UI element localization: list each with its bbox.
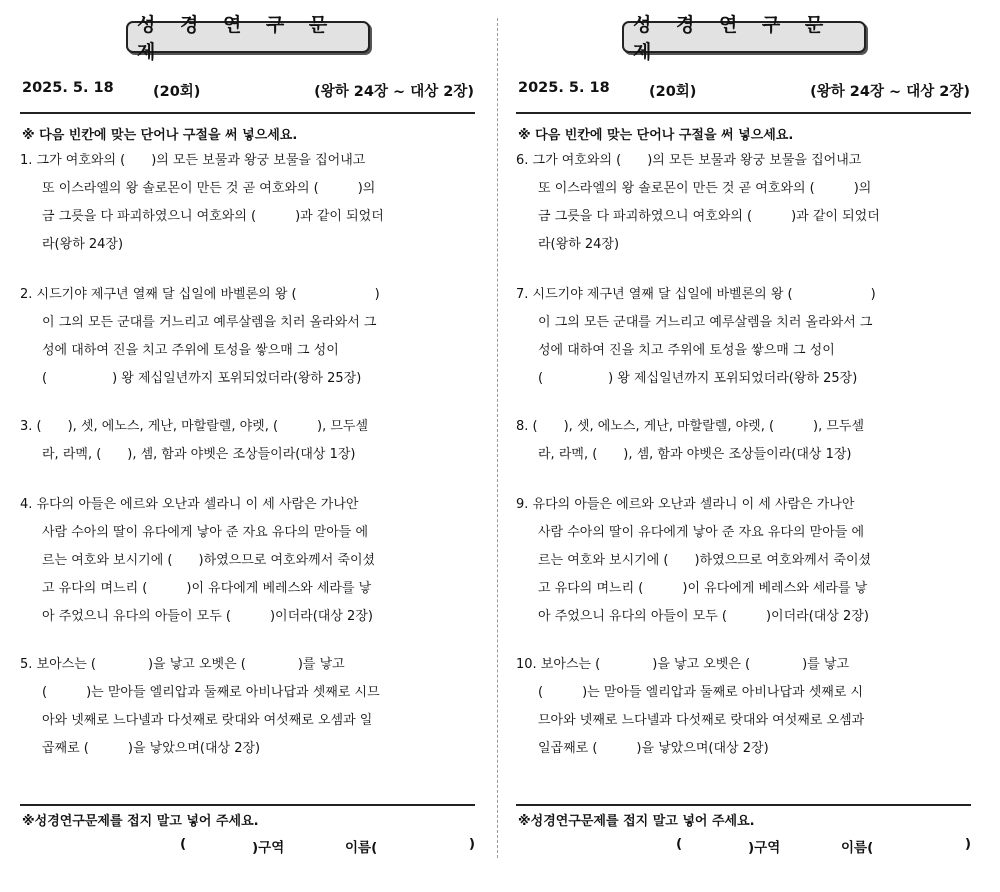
column-divider <box>497 18 498 858</box>
right-column <box>516 0 976 892</box>
question-3 <box>516 413 971 469</box>
question-line: 7. 시드기야 제구년 열째 달 십일에 바벨론의 왕 ( ) <box>516 287 876 302</box>
question-2 <box>516 281 971 393</box>
question-line: 아와 넷째로 느다넬과 다섯째로 랏대와 여섯째로 오셈과 일 <box>42 713 373 728</box>
scripture-range: (왕하 24장 ~ 대상 2장) <box>314 84 474 100</box>
question-4 <box>20 491 475 631</box>
page-title: 성 경 연 구 문 제 <box>126 21 370 53</box>
question-3 <box>20 413 475 469</box>
question-line: 또 이스라엘의 왕 솔로몬이 만든 것 곧 여호와의 ( )의 <box>538 181 872 196</box>
header-row <box>22 80 474 100</box>
page-title: 성 경 연 구 문 제 <box>622 21 866 53</box>
question-line: 금 그릇을 다 파괴하였으니 여호와의 ( )과 같이 되었더 <box>42 209 384 224</box>
question-line: 라, 라멕, ( ), 셈, 함과 야벳은 조상들이라(대상 1장) <box>538 447 852 462</box>
area-open-paren: ( <box>180 836 187 852</box>
question-2 <box>20 281 475 393</box>
question-5 <box>516 651 971 763</box>
footer-rule <box>20 804 475 806</box>
question-line: 5. 보아스는 ( )을 낳고 오벳은 ( )를 낳고 <box>20 657 345 672</box>
instruction: ※ 다음 빈칸에 맞는 단어나 구절을 써 넣으세요. <box>518 128 794 143</box>
question-line: 사람 수아의 딸이 유다에게 낳아 준 자요 유다의 맏아들 에 <box>42 525 369 540</box>
date: 2025. 5. 18 <box>518 80 610 96</box>
name-close-paren: ) <box>964 836 971 852</box>
name-field-label[interactable]: 이름( <box>345 840 378 856</box>
question-line: 사람 수아의 딸이 유다에게 낳아 준 자요 유다의 맏아들 에 <box>538 525 865 540</box>
question-line: 일곱째로 ( )을 낳았으며(대상 2장) <box>538 741 769 756</box>
footer-fields <box>676 836 971 856</box>
question-line: 또 이스라엘의 왕 솔로몬이 만든 것 곧 여호와의 ( )의 <box>42 181 376 196</box>
question-line: 라(왕하 24장) <box>538 237 620 252</box>
scripture-range: (왕하 24장 ~ 대상 2장) <box>810 84 970 100</box>
question-line: 1. 그가 여호와의 ( )의 모든 보물과 왕궁 보물을 집어내고 <box>20 153 366 168</box>
question-line: 아 주었으니 유다의 아들이 모두 ( )이더라(대상 2장) <box>538 609 869 624</box>
question-line: 이 그의 모든 군대를 거느리고 예루살렘을 치러 올라와서 그 <box>42 315 377 330</box>
area-field-label[interactable]: )구역 <box>252 840 285 856</box>
name-close-paren: ) <box>468 836 475 852</box>
question-line: 므아와 넷째로 느다넬과 다섯째로 랏대와 여섯째로 오셈과 <box>538 713 865 728</box>
question-1 <box>20 147 475 259</box>
area-open-paren: ( <box>676 836 683 852</box>
question-line: 라(왕하 24장) <box>42 237 124 252</box>
question-line: ( ) 왕 제십일년까지 포위되었더라(왕하 25장) <box>42 371 362 386</box>
question-line: 라, 라멕, ( ), 셈, 함과 야벳은 조상들이라(대상 1장) <box>42 447 356 462</box>
footer-note: ※성경연구문제를 접지 말고 넣어 주세요. <box>22 814 259 829</box>
name-field-label[interactable]: 이름( <box>841 840 874 856</box>
question-line: 르는 여호와 보시기에 ( )하였으므로 여호와께서 죽이셨 <box>538 553 872 568</box>
question-1 <box>516 147 971 259</box>
footer-fields <box>180 836 475 856</box>
question-line: 2. 시드기야 제구년 열째 달 십일에 바벨론의 왕 ( ) <box>20 287 380 302</box>
question-line: 고 유다의 며느리 ( )이 유다에게 베레스와 세라를 낳 <box>538 581 868 596</box>
header-row <box>518 80 970 100</box>
question-4 <box>516 491 971 631</box>
question-line: 이 그의 모든 군대를 거느리고 예루살렘을 치러 올라와서 그 <box>538 315 873 330</box>
area-field-label[interactable]: )구역 <box>748 840 781 856</box>
header-rule <box>516 112 971 114</box>
footer-rule <box>516 804 971 806</box>
question-line: 10. 보아스는 ( )을 낳고 오벳은 ( )를 낳고 <box>516 657 850 672</box>
header-rule <box>20 112 475 114</box>
date: 2025. 5. 18 <box>22 80 114 96</box>
question-line: ( ) 왕 제십일년까지 포위되었더라(왕하 25장) <box>538 371 858 386</box>
question-line: 금 그릇을 다 파괴하였으니 여호와의 ( )과 같이 되었더 <box>538 209 880 224</box>
question-line: 르는 여호와 보시기에 ( )하였으므로 여호와께서 죽이셨 <box>42 553 376 568</box>
footer-note: ※성경연구문제를 접지 말고 넣어 주세요. <box>518 814 755 829</box>
question-line: 8. ( ), 셋, 에노스, 게난, 마할랄렐, 야렛, ( ), 므두셀 <box>516 419 865 434</box>
question-line: 3. ( ), 셋, 에노스, 게난, 마할랄렐, 야렛, ( ), 므두셀 <box>20 419 369 434</box>
question-line: 9. 유다의 아들은 에르와 오난과 셀라니 이 세 사람은 가나안 <box>516 497 855 512</box>
question-line: 성에 대하여 진을 치고 주위에 토성을 쌓으매 그 성이 <box>538 343 835 358</box>
round-number: (20회) <box>649 84 697 100</box>
question-line: 곱째로 ( )을 낳았으며(대상 2장) <box>42 741 261 756</box>
question-line: ( )는 맏아들 엘리압과 둘째로 아비나답과 셋째로 시므 <box>42 685 380 700</box>
question-line: 고 유다의 며느리 ( )이 유다에게 베레스와 세라를 낳 <box>42 581 372 596</box>
left-column <box>20 0 480 892</box>
question-line: ( )는 맏아들 엘리압과 둘째로 아비나답과 셋째로 시 <box>538 685 864 700</box>
question-line: 4. 유다의 아들은 에르와 오난과 셀라니 이 세 사람은 가나안 <box>20 497 359 512</box>
round-number: (20회) <box>153 84 201 100</box>
question-5 <box>20 651 475 763</box>
question-line: 6. 그가 여호와의 ( )의 모든 보물과 왕궁 보물을 집어내고 <box>516 153 862 168</box>
instruction: ※ 다음 빈칸에 맞는 단어나 구절을 써 넣으세요. <box>22 128 298 143</box>
question-line: 성에 대하여 진을 치고 주위에 토성을 쌓으매 그 성이 <box>42 343 339 358</box>
question-line: 아 주었으니 유다의 아들이 모두 ( )이더라(대상 2장) <box>42 609 373 624</box>
